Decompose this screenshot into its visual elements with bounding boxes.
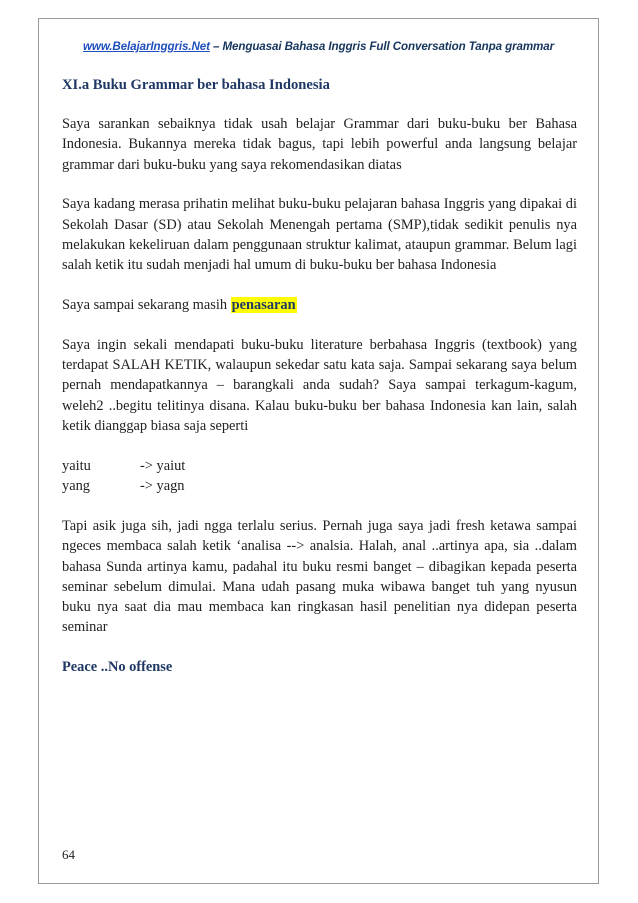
page-number: 64 (62, 847, 75, 862)
page-content (62, 76, 577, 677)
paragraph-2: Saya kadang merasa prihatin melihat buku-buku pelajaran bahasa Inggris yang dipakai di Sekolah Dasar (SD) atau Sekolah Menengah pertama (SMP),tidak sedikit penulis nya melakukan kekeliruan dalam penggunaan struktur kalimat, ataupun grammar. Belum lagi salah ketik itu sudah menjadi hal umum di buku-buku ber bahasa Indonesia (62, 196, 577, 274)
paragraph-3 (62, 295, 577, 315)
paragraph-1: Saya sarankan sebaiknya tidak usah belajar Grammar dari buku-buku ber Bahasa Indonesia. Bukannya mereka tidak bagus, tapi lebih powerful anda langsung belajar grammar dari buku-buku yang saya rekomendasikan diatas (62, 116, 577, 173)
example-word: yaitu (62, 457, 91, 474)
paragraph-3-text: Saya sampai sekarang masih (62, 297, 231, 314)
typo-examples (62, 456, 577, 497)
example-typo: -> yaiut (140, 457, 186, 474)
header-tagline: – Menguasai Bahasa Inggris Full Conversation Tanpa grammar (209, 40, 555, 53)
highlighted-word: penasaran (231, 297, 296, 314)
paragraph-5: Tapi asik juga sih, jadi ngga terlalu serius. Pernah juga saya jadi fresh ketawa sampai ngeces membaca salah ketik ‘analisa --> analsia. Halah, anal ..artinya apa, sia ..dalam bahasa Sunda artinya kamu, padahal itu buku resmi banget – dibagikan kepada peserta seminar sebelum dimulai. Mana udah pasang muka wibawa banget tuh yang nyusun buku nya saat dia mau membaca kan ringkasan hasil penelitian nya didepan peserta seminar (62, 517, 577, 636)
document-page (38, 18, 599, 884)
section-heading: XI.a Buku Grammar ber bahasa Indonesia (62, 77, 330, 93)
website-link[interactable]: www.BelajarInggris.Net (82, 40, 210, 53)
page-header (39, 40, 598, 53)
paragraph-4: Saya ingin sekali mendapati buku-buku literature berbahasa Inggris (textbook) yang terdapat SALAH KETIK, walaupun sekedar satu kata saja. Sampai sekarang saya belum pernah mendapatkannya – barangkali anda sudah? Saya sampai terkagum-kagum, weleh2 ..begitu telitinya disana. Kalau buku-buku ber bahasa Indonesia kan lain, salah ketik dianggap biasa saja seperti (62, 336, 577, 435)
typo-example (62, 476, 577, 496)
closing-line: Peace ..No offense (62, 659, 173, 676)
example-typo: -> yagn (140, 478, 185, 495)
example-word: yang (62, 478, 90, 495)
typo-example (62, 456, 577, 476)
